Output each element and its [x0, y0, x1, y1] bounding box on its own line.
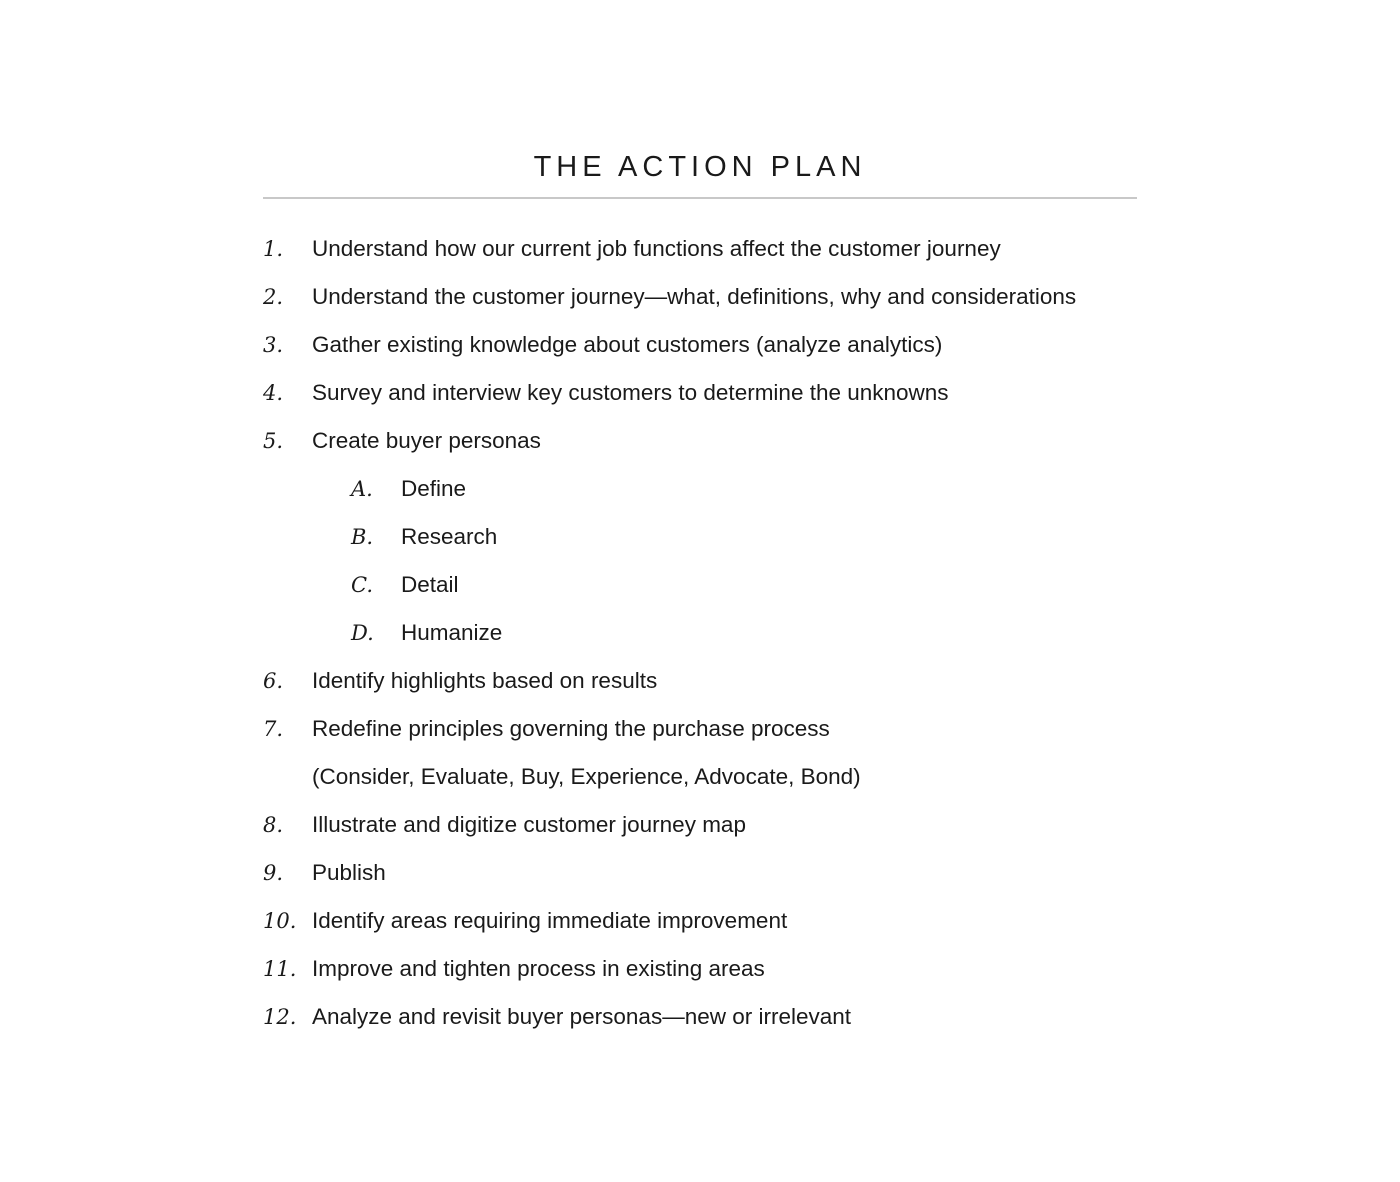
item-text: Identify highlights based on results	[312, 668, 658, 693]
item-number: 12.	[263, 1005, 297, 1029]
item-text: Survey and interview key customers to determine the unknowns	[312, 380, 949, 405]
sub-list-item	[263, 465, 1137, 513]
item-text: Gather existing knowledge about customers (analyze analytics)	[312, 332, 943, 357]
item-number: 11.	[263, 957, 297, 981]
list-item	[263, 993, 1137, 1041]
item-text: (Consider, Evaluate, Buy, Experience, Advocate, Bond)	[312, 764, 861, 789]
item-number: 7.	[263, 717, 284, 741]
list-item	[263, 897, 1137, 945]
item-text: Illustrate and digitize customer journey map	[312, 812, 746, 837]
page-title: THE ACTION PLAN	[533, 151, 867, 183]
item-text: Identify areas requiring immediate improvement	[312, 908, 788, 933]
list-item	[263, 321, 1137, 369]
sub-list-item	[263, 513, 1137, 561]
sub-item-letter: B.	[351, 525, 374, 549]
item-text: Publish	[312, 860, 386, 885]
item-number: 3.	[263, 333, 284, 357]
item-text: Analyze and revisit buyer personas—new or irrelevant	[312, 1004, 852, 1029]
list-item	[263, 369, 1137, 417]
action-plan-list	[263, 225, 1137, 1041]
sub-item-text: Define	[401, 476, 467, 501]
item-text: Understand how our current job functions affect the customer journey	[312, 236, 1001, 261]
sub-item-letter: C.	[351, 573, 373, 597]
list-item	[263, 273, 1137, 321]
list-item	[263, 849, 1137, 897]
sub-list-item	[263, 609, 1137, 657]
list-item	[263, 417, 1137, 465]
item-text: Redefine principles governing the purchase process	[312, 716, 830, 741]
item-number: 5.	[263, 429, 284, 453]
sub-list-item	[263, 561, 1137, 609]
list-item	[263, 225, 1137, 273]
sub-item-letter: A.	[351, 477, 373, 501]
item-number: 4.	[263, 381, 284, 405]
sub-item-text: Research	[401, 524, 498, 549]
list-item-continuation	[263, 753, 1137, 801]
sub-item-text: Detail	[401, 572, 459, 597]
item-number: 2.	[263, 285, 284, 309]
list-item	[263, 945, 1137, 993]
sub-item-letter: D.	[351, 621, 374, 645]
item-number: 1.	[263, 237, 284, 261]
list-item	[263, 705, 1137, 753]
item-text: Create buyer personas	[312, 428, 541, 453]
item-number: 10.	[263, 909, 297, 933]
list-item	[263, 657, 1137, 705]
item-number: 9.	[263, 861, 284, 885]
sub-item-text: Humanize	[401, 620, 503, 645]
list-item	[263, 801, 1137, 849]
title-divider	[263, 197, 1137, 199]
item-text: Understand the customer journey—what, definitions, why and considerations	[312, 284, 1077, 309]
item-number: 8.	[263, 813, 284, 837]
item-text: Improve and tighten process in existing areas	[312, 956, 765, 981]
item-number: 6.	[263, 669, 284, 693]
